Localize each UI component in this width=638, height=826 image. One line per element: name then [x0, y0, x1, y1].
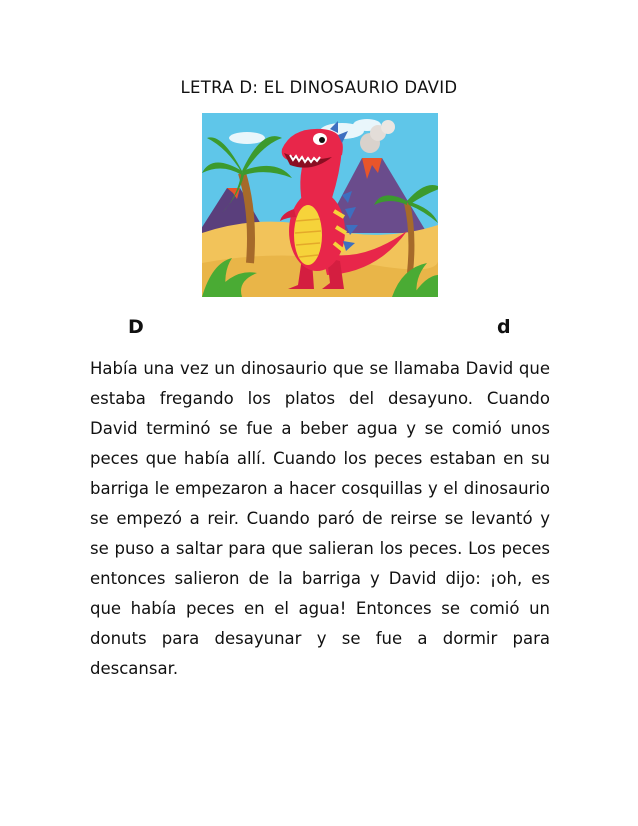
- uppercase-letter: D: [128, 316, 144, 338]
- dinosaur-illustration: [202, 113, 438, 297]
- page-title: LETRA D: EL DINOSAURIO DAVID: [180, 78, 458, 97]
- story-paragraph: Había una vez un dinosaurio que se llamaba David que estaba fregando los platos del desayuno. Cuando David terminó se fue a beber agua y se comió unos peces que había allí. Cuando los peces estaban en su barriga le empezaron a hacer cosquillas y el dinosaurio se empezó a reir. Cuando paró de reirse se levantó y se puso a saltar para que salieran los peces. Los peces entonces salieron de la barriga y David dijo: ¡oh, es que había peces en el agua! Entonces se comió un donuts para desayunar y se fue a dormir para descansar.: [90, 359, 550, 678]
- lowercase-letter: d: [497, 316, 511, 338]
